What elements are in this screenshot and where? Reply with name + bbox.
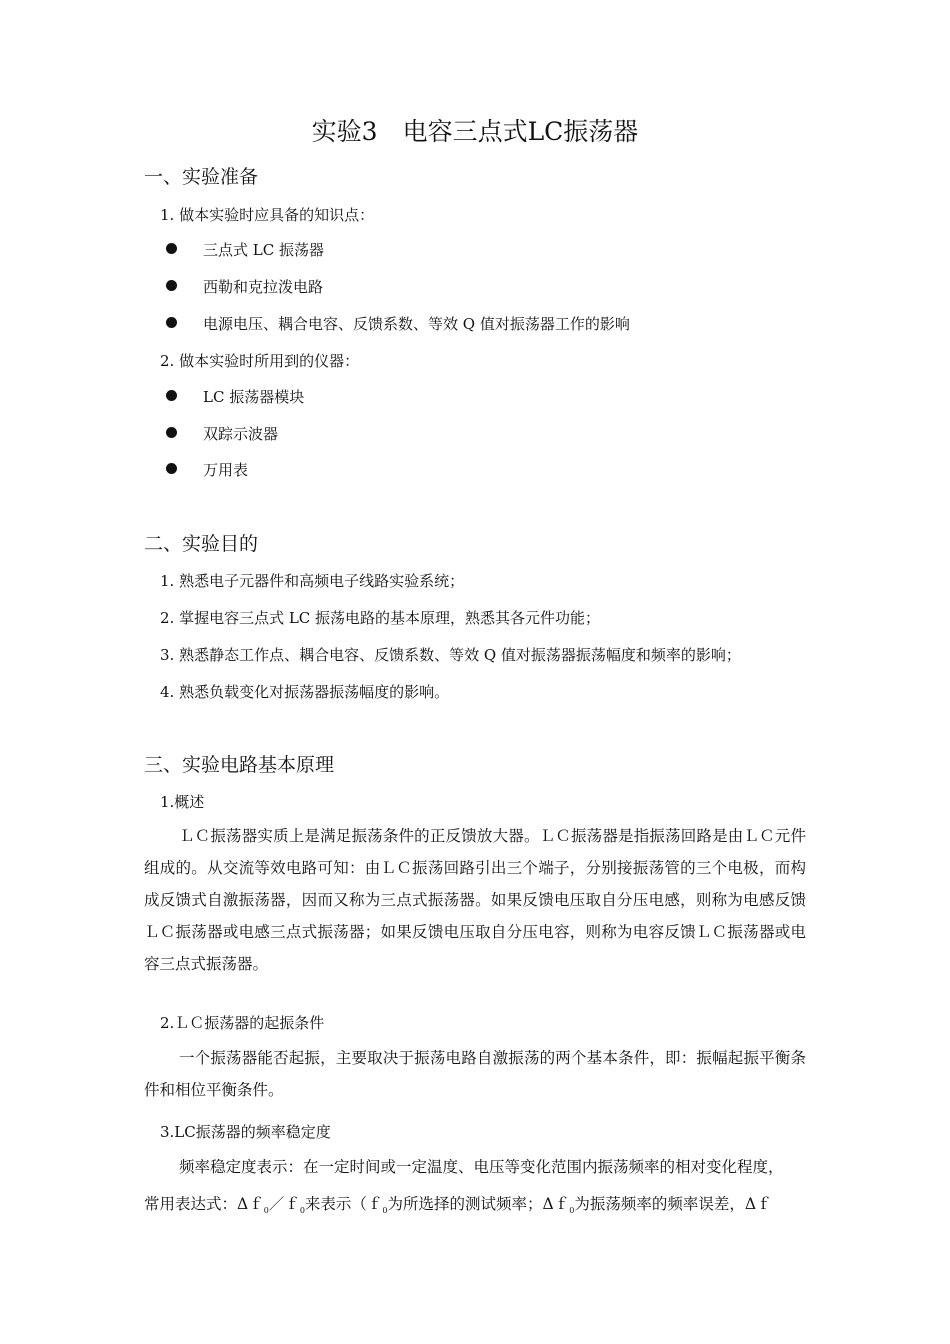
paragraph-frequency-stability	[144, 1151, 806, 1183]
document-title: 实验3 电容三点式LC振荡器	[311, 117, 639, 146]
formula-subscript: 0	[569, 1206, 575, 1215]
section-heading-preparation: 一、实验准备	[144, 166, 259, 188]
subsection-start-condition: 2.ＬＣ振荡器的起振条件	[160, 1014, 325, 1032]
subsection-overview: 1.概述	[160, 793, 205, 811]
list-item-text: 双踪示波器	[203, 425, 279, 443]
bullet-icon	[166, 280, 177, 291]
list-item-text: 电源电压、耦合电容、反馈系数、等效 Q 值对振荡器工作的影响	[203, 315, 630, 333]
bullet-icon	[166, 390, 177, 401]
formula-text: 常用表达式：Δｆ	[144, 1195, 264, 1213]
bullet-icon	[166, 463, 177, 474]
section-heading-principle: 三、实验电路基本原理	[144, 754, 335, 776]
bullet-icon	[166, 243, 177, 254]
section-heading-objectives: 二、实验目的	[144, 533, 259, 555]
paragraph-text: 一个振荡器能否起振，主要取决于振荡电路自激振荡的两个基本条件，即：振幅起振平衡条件和相位平衡条件。	[144, 1049, 806, 1099]
formula-text: 为振荡频率的频率误差，Δｆ	[574, 1195, 772, 1213]
list-item	[166, 276, 323, 297]
objective-item: 4. 熟悉负载变化对振荡器振荡幅度的影响。	[160, 683, 450, 701]
formula-text: ／ｆ	[268, 1195, 300, 1213]
knowledge-question: 1. 做本实验时应具备的知识点：	[160, 206, 375, 224]
paragraph-text: 频率稳定度表示：在一定时间或一定温度、电压等变化范围内振荡频率的相对变化程度，	[179, 1158, 784, 1176]
objective-item: 3. 熟悉静态工作点、耦合电容、反馈系数、等效 Q 值对振荡器振荡幅度和频率的影响；	[160, 646, 741, 664]
list-item-text: 西勒和克拉泼电路	[203, 278, 324, 296]
paragraph-overview	[144, 820, 806, 980]
paragraph-start-condition	[144, 1042, 806, 1106]
subsection-frequency-stability: 3.LC振荡器的频率稳定度	[160, 1123, 331, 1141]
bullet-icon	[166, 317, 177, 328]
bullet-icon	[166, 427, 177, 438]
formula-text: 为所选择的测试频率；Δｆ	[387, 1195, 570, 1213]
list-item	[166, 313, 630, 334]
list-item-text: 三点式 LC 振荡器	[203, 241, 324, 259]
objective-item: 2. 掌握电容三点式 LC 振荡电路的基本原理，熟悉其各元件功能；	[160, 609, 601, 627]
objective-item: 1. 熟悉电子元器件和高频电子线路实验系统；	[160, 572, 465, 590]
formula-text: 来表示（ｆ	[304, 1195, 383, 1213]
paragraph-text: ＬＣ振荡器实质上是满足振荡条件的正反馈放大器。ＬＣ振荡器是指振荡回路是由ＬＣ元件组成的。从交流等效电路可知：由ＬＣ振荡回路引出三个端子，分别接振荡管的三个电极，而构成反馈式自激振荡器，因而又称为三点式振荡器。如果反馈电压取自分压电感，则称为电感反馈ＬＣ振荡器或电感三点式振荡器；如果反馈电压取自分压电容，则称为电容反馈ＬＣ振荡器或电容三点式振荡器。	[144, 827, 806, 973]
list-item-text: LC 振荡器模块	[203, 388, 305, 406]
formula-subscript: 0	[382, 1206, 388, 1215]
formula-subscript: 0	[263, 1206, 269, 1215]
list-item-text: 万用表	[203, 461, 249, 479]
list-item	[166, 386, 304, 407]
instrument-question: 2. 做本实验时所用到的仪器：	[160, 352, 360, 370]
list-item	[166, 459, 248, 480]
list-item	[166, 239, 324, 260]
formula-line	[144, 1192, 772, 1215]
list-item	[166, 423, 278, 444]
formula-subscript: 0	[299, 1206, 305, 1215]
